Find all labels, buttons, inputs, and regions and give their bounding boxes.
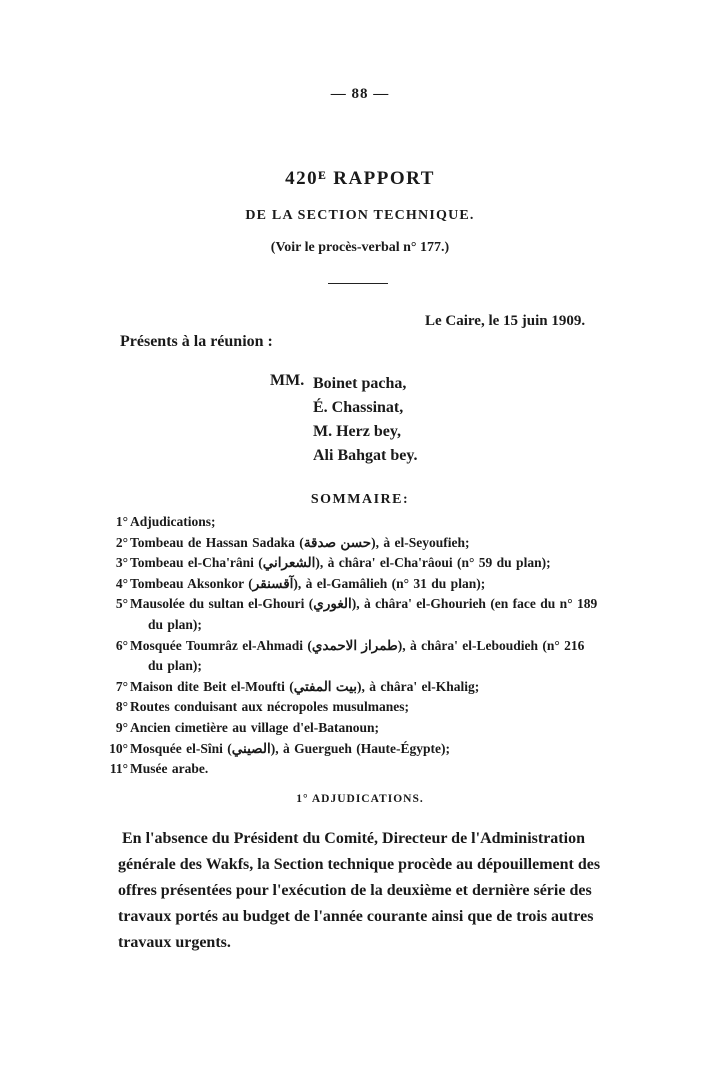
summary-item-number: 5°	[115, 596, 128, 612]
summary-item-text: Maison dite Beit el-Moufti (بيت المفتي), à châra' el-Khalig;	[130, 678, 480, 694]
summary-item-number: 1°	[115, 514, 128, 529]
summary-item-continuation: du plan);	[148, 658, 202, 674]
summary-item	[108, 574, 608, 595]
attendee-4: Ali Bahgat bey.	[313, 447, 418, 464]
summary-item-number: 10°	[109, 740, 128, 756]
presents-heading: Présents à la réunion :	[120, 333, 273, 350]
paragraph-line: offres présentées pour l'exécution de la deuxième et dernière série des	[118, 882, 592, 899]
summary-item-number: 7°	[115, 678, 128, 694]
summary-item	[108, 739, 608, 760]
summary-item-text: Tombeau Aksonkor (آقسنقر), à el-Gamâlieh (n° 31 du plan);	[130, 575, 486, 591]
summary-item	[108, 512, 608, 533]
summary-item-text: Mosquée Toumrâz el-Ahmadi (طمراز الاحمدي), à châra' el-Leboudieh (n° 216	[130, 637, 585, 653]
summary-item-number: 3°	[115, 555, 128, 571]
summary-item-continuation: du plan);	[148, 616, 202, 632]
summary-list	[108, 512, 608, 780]
summary-item	[108, 636, 608, 677]
summary-item-text: Ancien cimetière au village d'el-Batanoun;	[130, 719, 379, 735]
paragraph-line: générale des Wakfs, la Section technique procède au dépouillement des	[118, 856, 601, 873]
summary-item-number: 6°	[115, 637, 128, 653]
summary-item-number: 11°	[109, 761, 128, 777]
attendees-prefix: MM.	[270, 372, 305, 389]
summary-item	[108, 718, 608, 739]
summary-item-text: Mosquée el-Sîni (الصيني), à Guergueh (Haute-Égypte);	[130, 740, 450, 756]
summary-item-number: 8°	[115, 699, 128, 715]
title-divider	[328, 283, 388, 284]
attendee-1: Boinet pacha,	[313, 375, 407, 392]
summary-item	[108, 759, 608, 780]
attendee-list	[313, 372, 417, 468]
summary-item-number: 2°	[115, 534, 128, 550]
summary-item-text: Mausolée du sultan el-Ghouri (الغوري), à châra' el-Ghourieh (en face du n° 189	[130, 596, 598, 612]
summary-item-text: Tombeau de Hassan Sadaka (حسن صدقة), à el-Seyoufieh;	[130, 534, 470, 550]
page-number: — 88 —	[330, 86, 390, 102]
summary-item	[108, 594, 608, 635]
report-subtitle: DE LA SECTION TECHNIQUE.	[245, 208, 475, 223]
paragraph-line: travaux portés au budget de l'année courante ainsi que de trois autres	[118, 908, 594, 925]
summary-item-text: Adjudications;	[130, 514, 216, 529]
date-line: Le Caire, le 15 juin 1909.	[425, 313, 586, 329]
summary-item	[108, 533, 608, 554]
attendee-3: M. Herz bey,	[313, 423, 401, 440]
report-title: 420ᴱ RAPPORT	[285, 168, 435, 189]
summary-item-number: 9°	[115, 719, 128, 735]
summary-item-text: Routes conduisant aux nécropoles musulmanes;	[130, 699, 410, 715]
summary-item	[108, 553, 608, 574]
body-paragraph	[118, 826, 624, 956]
paragraph-line: En l'absence du Président du Comité, Directeur de l'Administration	[122, 830, 585, 847]
summary-item-number: 4°	[115, 575, 128, 591]
attendee-2: É. Chassinat,	[313, 399, 404, 416]
paragraph-line: travaux urgents.	[118, 934, 231, 951]
report-reference: (Voir le procès-verbal n° 177.)	[270, 240, 450, 255]
summary-heading: SOMMAIRE:	[310, 492, 410, 507]
summary-item	[108, 697, 608, 718]
section-heading: 1° ADJUDICATIONS.	[296, 793, 424, 805]
summary-item	[108, 677, 608, 698]
summary-item-text: Tombeau el-Cha'râni (الشعراني), à châra' el-Cha'râoui (n° 59 du plan);	[130, 555, 551, 571]
summary-item-text: Musée arabe.	[130, 761, 209, 777]
